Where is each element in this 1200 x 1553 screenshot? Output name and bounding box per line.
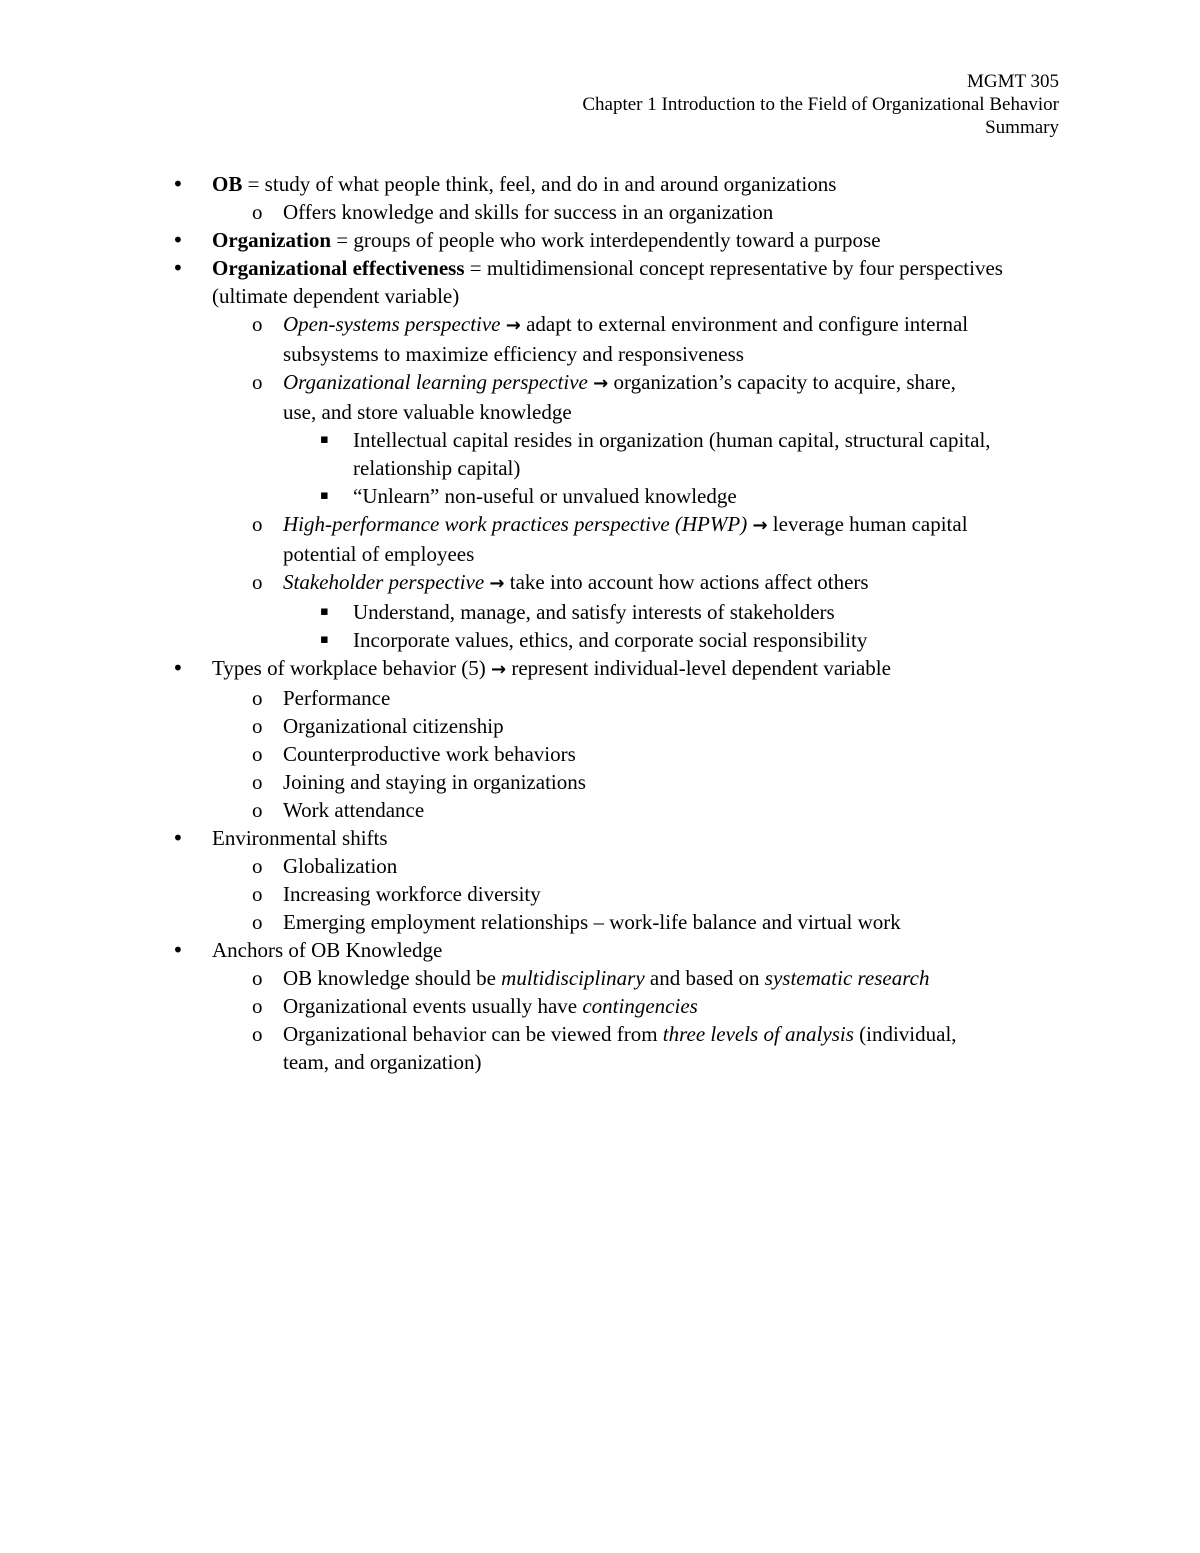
term-ob: OB [212, 172, 243, 196]
sub-sub-item-text: Incorporate values, ethics, and corporate social responsibility [353, 628, 868, 652]
sub-item-text: Offers knowledge and skills for success in an organization [283, 200, 774, 224]
summary-outline [172, 170, 1072, 1076]
circle-bullet-icon: o [252, 1022, 263, 1046]
list-item-workplace-behavior [172, 654, 1072, 684]
list-item-organization [172, 226, 1072, 254]
sub-sub-item-unlearn [172, 482, 993, 510]
anchor-text: OB knowledge should be [283, 966, 502, 990]
list-item-anchors [172, 936, 1072, 964]
definition-organization: = groups of people who work interdependently toward a purpose [331, 228, 881, 252]
sub-item-shift [172, 852, 973, 880]
definition-stakeholder: take into account how actions affect others [504, 570, 869, 594]
term-hpwp: High-performance work practices perspective (HPWP) [283, 512, 748, 536]
anchor-emphasis: systematic research [764, 966, 930, 990]
square-bullet-icon: ▪ [320, 488, 329, 503]
bullet-icon: • [172, 256, 184, 280]
bullet-icon: • [172, 938, 184, 962]
sub-item-anchor-contingencies [172, 992, 973, 1020]
anchor-emphasis: multidisciplinary [501, 966, 645, 990]
circle-bullet-icon: o [252, 200, 263, 224]
circle-bullet-icon: o [252, 686, 263, 710]
definition-effectiveness: = multidimensional concept representative by four perspectives (ultimate dependent variable) [212, 256, 1003, 308]
workplace-behavior-def: represent individual-level dependent variable [506, 656, 891, 680]
sub-item-shift [172, 880, 973, 908]
circle-bullet-icon: o [252, 370, 263, 394]
page-header [582, 70, 1059, 139]
square-bullet-icon: ▪ [320, 604, 329, 619]
term-organization: Organization [212, 228, 331, 252]
document-type: Summary [985, 117, 1059, 138]
sub-item-text: Organizational citizenship [283, 714, 504, 738]
sub-sub-item-csr [172, 626, 993, 654]
anchor-text: (individual, team, and organization) [283, 1022, 957, 1074]
anchor-text: Organizational behavior can be viewed from [283, 1022, 663, 1046]
sub-item-behavior-type [172, 684, 973, 712]
list-item-ob [172, 170, 1072, 198]
sub-item-behavior-type [172, 796, 973, 824]
list-item-effectiveness [172, 254, 1072, 310]
circle-bullet-icon: o [252, 798, 263, 822]
sub-item-text: Increasing workforce diversity [283, 882, 541, 906]
sub-item-anchor-levels [172, 1020, 973, 1076]
sub-item-hpwp [172, 510, 973, 568]
definition-open-systems: adapt to external environment and configure internal subsystems to maximize efficiency and responsiveness [283, 312, 969, 366]
square-bullet-icon: ▪ [320, 632, 329, 647]
circle-bullet-icon: o [252, 742, 263, 766]
term-stakeholder: Stakeholder perspective [283, 570, 485, 594]
sub-item-anchor-multidisciplinary [172, 964, 973, 992]
definition-learning: organization’s capacity to acquire, share, use, and store valuable knowledge [283, 370, 956, 424]
term-open-systems: Open-systems perspective [283, 312, 501, 336]
workplace-behavior-text: Types of workplace behavior (5) [212, 656, 492, 680]
circle-bullet-icon: o [252, 882, 263, 906]
sub-item-text: Joining and staying in organizations [283, 770, 586, 794]
sub-item-shift [172, 908, 1043, 936]
chapter-title: Chapter 1 Introduction to the Field of Organizational Behavior [582, 94, 1059, 115]
square-bullet-icon: ▪ [320, 432, 329, 447]
anchor-emphasis: contingencies [582, 994, 698, 1018]
arrow-right-icon: → [593, 373, 609, 394]
sub-sub-item-stakeholder-interests [172, 598, 993, 626]
sub-item-behavior-type [172, 740, 973, 768]
sub-item-text: Counterproductive work behaviors [283, 742, 576, 766]
definition-hpwp: leverage human capital potential of employees [283, 512, 968, 566]
term-effectiveness: Organizational effectiveness [212, 256, 465, 280]
arrow-right-icon: → [491, 659, 507, 680]
sub-sub-item-intellectual-capital [172, 426, 993, 482]
circle-bullet-icon: o [252, 714, 263, 738]
sub-item-behavior-type [172, 768, 973, 796]
circle-bullet-icon: o [252, 854, 263, 878]
circle-bullet-icon: o [252, 770, 263, 794]
environmental-shifts-text: Environmental shifts [212, 826, 388, 850]
anchor-text: Organizational events usually have [283, 994, 583, 1018]
anchor-emphasis: three levels of analysis [662, 1022, 854, 1046]
anchor-text: and based on [644, 966, 765, 990]
arrow-right-icon: → [489, 573, 505, 594]
bullet-icon: • [172, 172, 184, 196]
circle-bullet-icon: o [252, 966, 263, 990]
sub-item-ob-skills [172, 198, 973, 226]
sub-sub-item-text: Intellectual capital resides in organization (human capital, structural capital, relationship capital) [353, 428, 991, 480]
course-code: MGMT 305 [966, 71, 1059, 92]
circle-bullet-icon: o [252, 312, 263, 336]
sub-item-behavior-type [172, 712, 973, 740]
circle-bullet-icon: o [252, 910, 263, 934]
arrow-right-icon: → [505, 315, 521, 336]
anchors-text: Anchors of OB Knowledge [212, 938, 443, 962]
bullet-icon: • [172, 656, 184, 680]
definition-ob: = study of what people think, feel, and do in and around organizations [242, 172, 837, 196]
sub-item-stakeholder [172, 568, 973, 598]
bullet-icon: • [172, 826, 184, 850]
sub-item-text: Emerging employment relationships – work-life balance and virtual work [283, 910, 901, 934]
arrow-right-icon: → [752, 515, 768, 536]
list-item-environmental-shifts [172, 824, 1072, 852]
bullet-icon: • [172, 228, 184, 252]
sub-item-text: Performance [283, 686, 391, 710]
term-learning: Organizational learning perspective [283, 370, 588, 394]
sub-item-learning [172, 368, 973, 426]
circle-bullet-icon: o [252, 570, 263, 594]
circle-bullet-icon: o [252, 512, 263, 536]
sub-item-open-systems [172, 310, 973, 368]
sub-item-text: Globalization [283, 854, 398, 878]
sub-sub-item-text: “Unlearn” non-useful or unvalued knowledge [353, 484, 737, 508]
circle-bullet-icon: o [252, 994, 263, 1018]
sub-item-text: Work attendance [283, 798, 425, 822]
sub-sub-item-text: Understand, manage, and satisfy interests of stakeholders [353, 600, 835, 624]
